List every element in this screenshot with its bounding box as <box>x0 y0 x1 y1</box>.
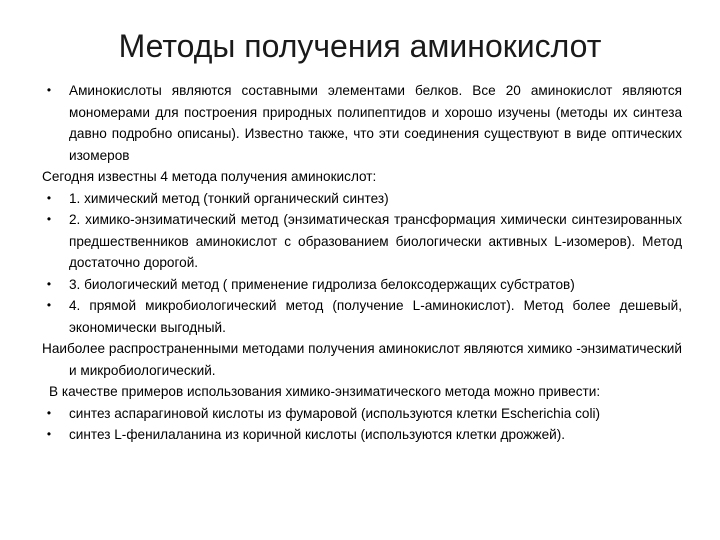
bullet-text: 2. химико-энзиматический метод (энзиматическая трансформация химически синтезированных предшественников аминокислот с образованием биологически активных L-изомеров). Метод достаточно дорогой. <box>69 212 682 270</box>
bullet-dot-icon: • <box>46 298 52 312</box>
bullet-text: синтез аспарагиновой кислоты из фумаровой (используются клетки Escherichia coli) <box>69 405 601 421</box>
paragraph-most-common <box>42 338 682 381</box>
bullet-item-method-3 <box>42 274 682 296</box>
bullet-dot-icon: • <box>46 276 52 291</box>
bullet-item-method-2 <box>42 209 682 274</box>
bullet-text: синтез L-фенилаланина из коричной кислоты (используются клетки дрожжей). <box>69 427 566 442</box>
bullet-dot-icon: • <box>46 83 52 97</box>
bullet-text: 3. биологический метод ( применение гидролиза белоксодержащих субстратов) <box>69 276 575 292</box>
paragraph-text: Наиболее распространенными методами получения аминокислот являются химико -энзиматический и микробиологический. <box>42 341 682 378</box>
bullet-item-example-1 <box>42 403 682 425</box>
bullet-text: 1. химический метод (тонкий органический синтез) <box>69 190 389 206</box>
bullet-item-intro <box>42 80 682 166</box>
slide-content <box>42 80 682 446</box>
bullet-dot-icon: • <box>46 405 52 420</box>
paragraph-methods-intro <box>42 166 682 188</box>
bullet-item-method-1 <box>42 188 682 210</box>
bullet-dot-icon: • <box>46 427 52 441</box>
bullet-item-method-4 <box>42 295 682 338</box>
bullet-text: Аминокислоты являются составными элементами белков. Все 20 аминокислот являются мономерами для построения природных полипептидов и хорошо изучены (методы их синтеза давно подробно описаны). Известно также, что эти соединения существуют в виде оптических изомеров <box>69 83 682 163</box>
slide-title: Методы получения аминокислот <box>118 28 602 64</box>
paragraph-examples-intro <box>42 381 682 403</box>
paragraph-text: В качестве примеров использования химико-энзиматического метода можно привести: <box>49 384 601 399</box>
bullet-dot-icon: • <box>46 190 52 205</box>
paragraph-text: Сегодня известны 4 метода получения аминокислот: <box>42 169 377 184</box>
bullet-item-example-2 <box>42 424 682 446</box>
bullet-text: 4. прямой микробиологический метод (получение L-аминокислот). Метод более дешевый, экономически выгодный. <box>69 298 682 335</box>
bullet-dot-icon: • <box>46 212 52 226</box>
